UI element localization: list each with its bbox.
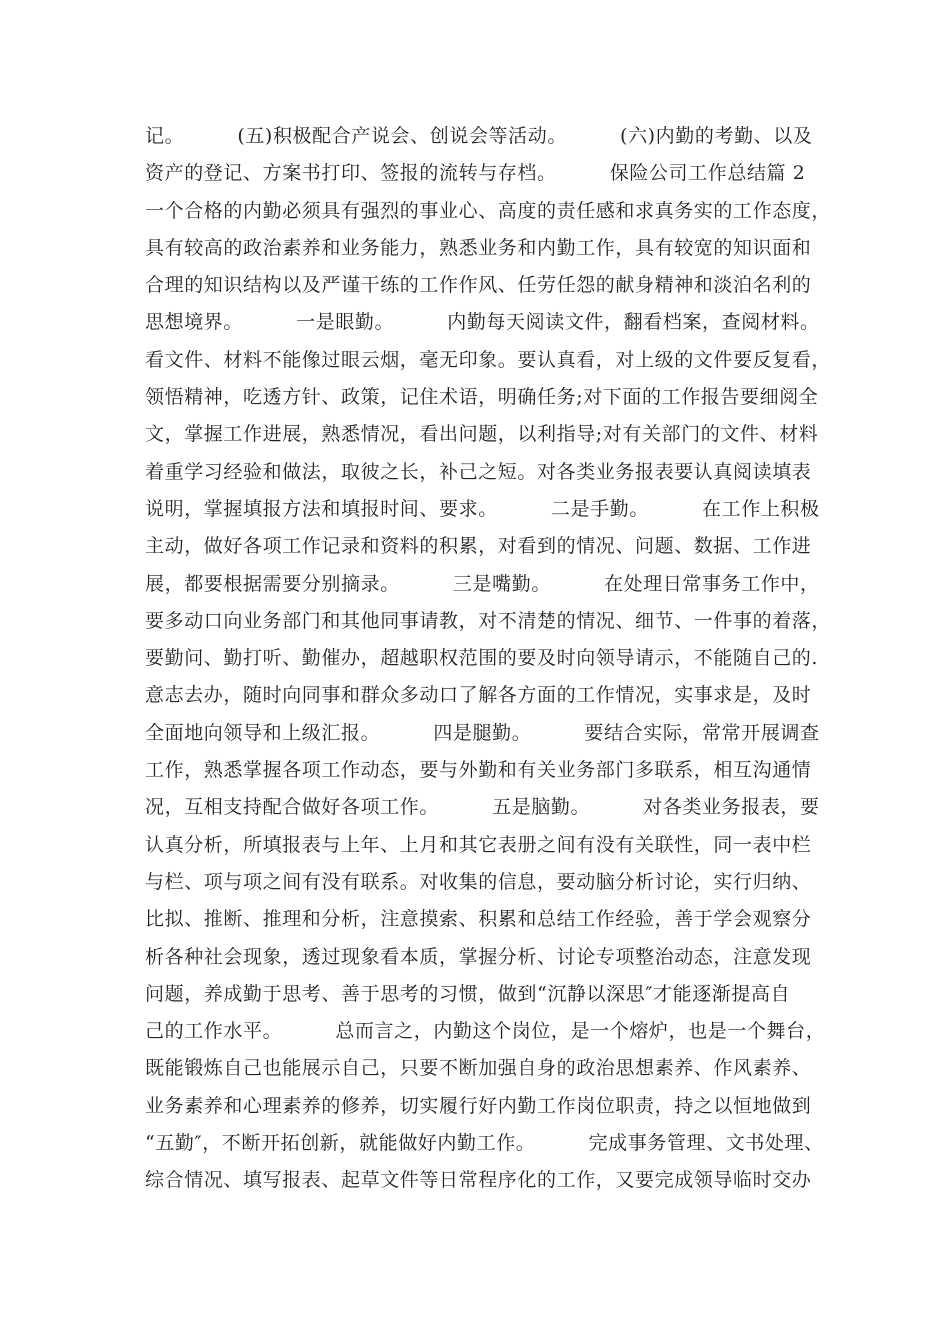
text-line: 一个合格的内勤必须具有强烈的事业心、高度的责任感和求真务实的工作态度， — [145, 199, 832, 222]
text-line: 己的工作水平。 总而言之，内勤这个岗位，是一个熔炉，也是一个舞台， — [145, 1020, 826, 1043]
text-line: 说明，掌握填报方法和填报时间、要求。 二是手勤。 在工作上积极 — [145, 497, 820, 520]
text-line: 工作，熟悉掌握各项工作动态，要与外勤和有关业务部门多联系，相互沟通情 — [145, 759, 812, 782]
text-line: 记。 (五)积极配合产说会、创说会等活动。 (六)内勤的考勤、以及 — [145, 125, 813, 147]
text-line: 综合情况、填写报表、起草文件等日常程序化的工作，又要完成领导临时交办 — [145, 1169, 812, 1192]
text-line: 认真分析，所填报表与上年、上月和其它表册之间有没有关联性，同一表中栏 — [145, 833, 812, 856]
text-line: 况，互相支持配合做好各项工作。 五是脑勤。 对各类业务报表，要 — [145, 796, 820, 819]
text-line: 意志去办，随时向同事和群众多动口了解各方面的工作情况，实事求是，及时 — [145, 684, 812, 707]
text-line: 问题，养成勤于思考、善于思考的习惯，做到“沉静以深思″才能逐渐提高自 — [145, 982, 791, 1005]
text-line: 全面地向领导和上级汇报。 四是腿勤。 要结合实际，常常开展调查 — [145, 721, 820, 744]
text-line: 着重学习经验和做法，取彼之长，补己之短。对各类业务报表要认真阅读填表 — [145, 460, 812, 483]
text-line: 具有较高的政治素养和业务能力，熟悉业务和内勤工作，具有较宽的知识面和 — [145, 236, 812, 259]
text-line: 展，都要根据需要分别摘录。 三是嘴勤。 在处理日常事务工作中， — [145, 572, 820, 595]
text-line: 文，掌握工作进展，熟悉情况，看出问题，以利指导;对有关部门的文件、材料 — [145, 423, 819, 446]
text-line: “五勤″，不断开拓创新，就能做好内勤工作。 完成事务管理、文书处理、 — [145, 1132, 824, 1155]
text-line: 析各种社会现象，透过现象看本质，掌握分析、讨论专项整治动态，注意发现 — [145, 945, 812, 968]
text-line: 思想境界。 一是眼勤。 内勤每天阅读文件，翻看档案，查阅材料。 — [145, 311, 820, 334]
text-line: 看文件、材料不能像过眼云烟，毫无印象。要认真看，对上级的文件要反复看， — [145, 348, 832, 371]
text-line: 要勤问、勤打听、勤催办，超越职权范围的要及时向领导请示，不能随自己的. — [145, 647, 819, 670]
text-line: 要多动口向业务部门和其他同事请教，对不清楚的情况、细节、一件事的着落， — [145, 609, 832, 632]
text-line: 领悟精神，吃透方针、政策，记住术语，明确任务;对下面的工作报告要细阅全 — [145, 386, 819, 409]
text-line: 与栏、项与项之间有没有联系。对收集的信息，要动脑分析讨论，实行归纳、 — [145, 870, 812, 893]
text-line: 主动，做好各项工作记录和资料的积累，对看到的情况、问题、数据、工作进 — [145, 535, 812, 558]
text-line: 合理的知识结构以及严谨干练的工作作风、任劳任怨的献身精神和淡泊名利的 — [145, 274, 812, 297]
text-line: 比拟、推断、推理和分析，注意摸索、积累和总结工作经验，善于学会观察分 — [145, 908, 812, 931]
text-line: 既能锻炼自己也能展示自己，只要不断加强自身的政治思想素养、作风素养、 — [145, 1057, 812, 1080]
text-line: 资产的登记、方案书打印、签报的流转与存档。 保险公司工作总结篇 2 — [145, 162, 806, 185]
text-line: 业务素养和心理素养的修养，切实履行好内勤工作岗位职责，持之以恒地做到 — [145, 1094, 812, 1117]
body-text — [145, 118, 845, 1200]
